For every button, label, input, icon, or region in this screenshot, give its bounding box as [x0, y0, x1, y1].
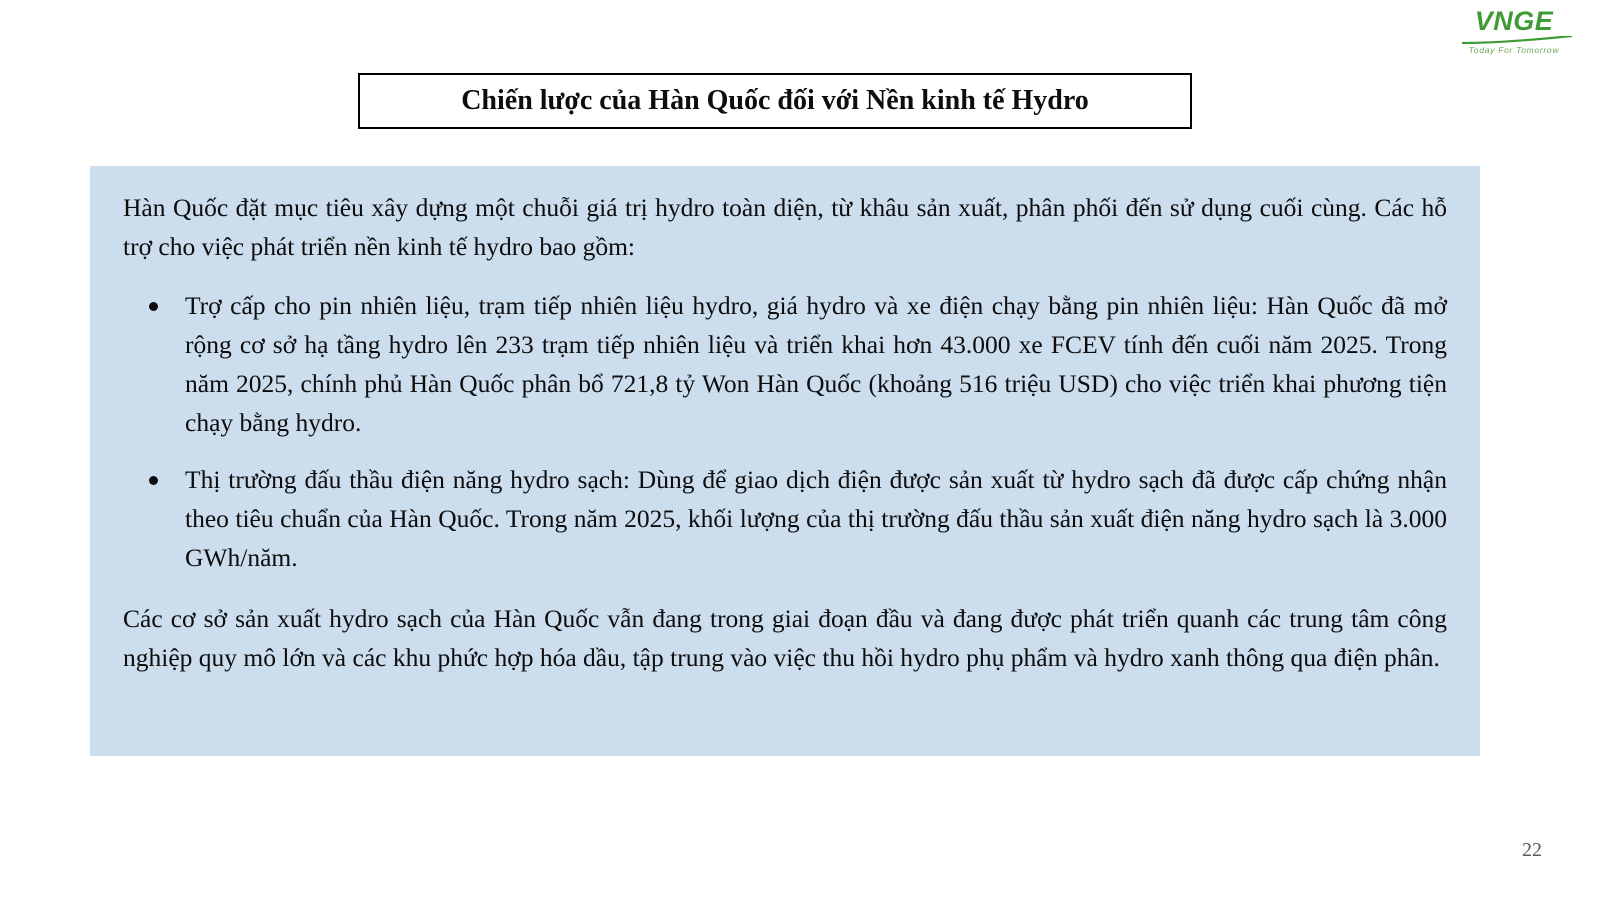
list-item-text: Thị trường đấu thầu điện năng hydro sạch: Dùng để giao dịch điện được sản xuất từ hydro sạch đã được cấp chứng nhận theo tiêu chuẩn của Hàn Quốc. Trong năm 2025, khối lượng của thị trường đấu thầu sản xuất điện năng hydro sạch là 3.000 GWh/năm.	[185, 465, 1447, 572]
page-title: Chiến lược của Hàn Quốc đối với Nền kinh tế Hydro	[461, 85, 1089, 116]
lead-paragraph: Hàn Quốc đặt mục tiêu xây dựng một chuỗi giá trị hydro toàn diện, từ khâu sản xuất, phân phối đến sử dụng cuối cùng. Các hỗ trợ cho việc phát triển nền kinh tế hydro bao gồm:	[123, 193, 1447, 261]
closing-paragraph: Các cơ sở sản xuất hydro sạch của Hàn Quốc vẫn đang trong giai đoạn đầu và đang được phát triển quanh các trung tâm công nghiệp quy mô lớn và các khu phức hợp hóa dầu, tập trung vào việc thu hồi hydro phụ phẩm và hydro xanh thông qua điện phân.	[123, 604, 1447, 672]
bullet-dot-icon	[149, 302, 158, 311]
list-item-text: Trợ cấp cho pin nhiên liệu, trạm tiếp nhiên liệu hydro, giá hydro và xe điện chạy bằng pin nhiên liệu: Hàn Quốc đã mở rộng cơ sở hạ tầng hydro lên 233 trạm tiếp nhiên liệu và triển khai hơn 43.000 xe FCEV tính đến cuối năm 2025. Trong năm 2025, chính phủ Hàn Quốc phân bổ 721,8 tỷ Won Hàn Quốc (khoảng 516 triệu USD) cho việc triển khai phương tiện chạy bằng hydro.	[185, 291, 1447, 437]
logo-tagline: Today For Tomorrow	[1468, 45, 1560, 55]
page-number: 22	[1522, 839, 1542, 861]
logo-swoosh-icon	[1462, 36, 1574, 44]
slide-title-box	[358, 73, 1192, 129]
content-panel	[90, 166, 1480, 756]
content-body	[90, 166, 1480, 677]
company-logo	[1454, 8, 1574, 55]
logo-wordmark: VNGE	[1474, 6, 1554, 36]
list-item	[123, 460, 1447, 577]
list-item	[123, 286, 1447, 442]
bullet-list	[123, 286, 1447, 577]
bullet-dot-icon	[149, 476, 158, 485]
